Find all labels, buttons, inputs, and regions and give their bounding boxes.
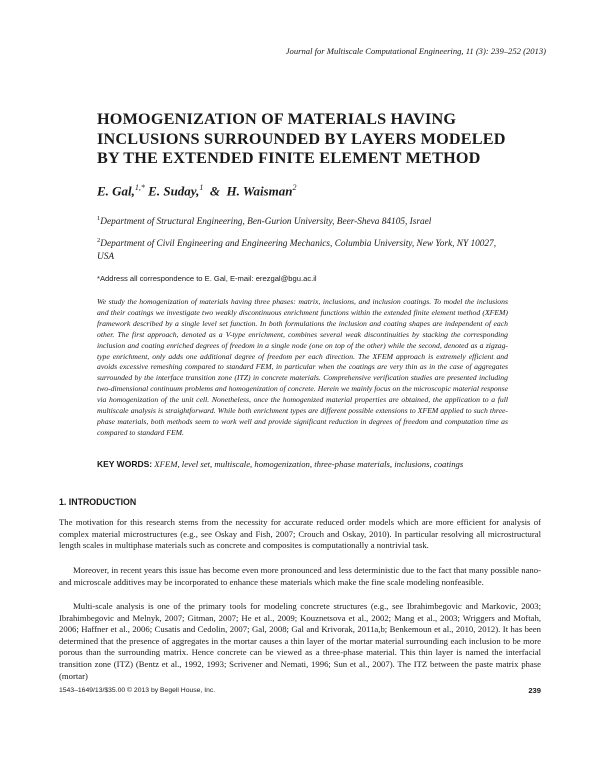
author-2-affil: 1 bbox=[199, 183, 204, 192]
title-line-2: INCLUSIONS SURROUNDED BY LAYERS MODELED bbox=[97, 129, 506, 148]
affiliation-2-text: Department of Civil Engineering and Engineering Mechanics, Columbia University, New York, NY 10027, USA bbox=[97, 239, 497, 263]
author-2: E. Suday, bbox=[148, 183, 200, 199]
author-3-affil: 2 bbox=[292, 183, 297, 192]
keywords-text: XFEM, level set, multiscale, homogenization, three-phase materials, inclusions, coatings bbox=[152, 459, 464, 469]
paragraph-1: The motivation for this research stems from the necessity for accurate reduced order models which are more efficient for analysis of complex material microstructures (e.g., see Oskay and Fish, 2007; Crouch and Oskay, 2010). In particular resolving all microstructural length scales in multiphase materials such as concrete and composites is computationally a nontrivial task. bbox=[59, 517, 541, 551]
keywords-label: KEY WORDS: bbox=[97, 459, 153, 469]
paper-title bbox=[97, 110, 517, 169]
affiliation-2 bbox=[97, 234, 507, 264]
author-list bbox=[97, 183, 296, 199]
correspondence-note: *Address all correspondence to E. Gal, E-mail: erezgal@bgu.ac.il bbox=[97, 274, 317, 283]
affiliation-1 bbox=[97, 212, 507, 229]
title-line-1: HOMOGENIZATION OF MATERIALS HAVING bbox=[97, 110, 457, 128]
journal-name: Journal for Multiscale Computational Engineering bbox=[285, 46, 462, 56]
author-1-affil: 1,* bbox=[134, 183, 145, 192]
journal-header bbox=[286, 46, 546, 56]
abstract: We study the homogenization of materials having three phases: matrix, inclusions, and inclusion coatings. To model the inclusions and their coatings we investigate two weakly discontinuous enrichment functions within the extended finite element method (XFEM) framework described by a single level set function. In both formulations the inclusion and coating shapes are independent of each other. The first approach, denoted as a V-type enrichment, combines several weak discontinuities by stacking the corresponding inclusion and coating enriched degrees of freedom in a single node (one on top of the other) while the second, denoted as a zigzag-type enrichment, only adds one additional degree of freedom per each direction. The XFEM approach is extremely efficient and avoids excessive remeshing compared to standard FEM, in particular when the coatings are very thin as in the case of aggregates surrounded by the interface transition zone (ITZ) in concrete materials. Comprehensive verification studies are presented including two-dimensional continuum problems and homogenization of concrete. Herein we mainly focus on the microscopic material response via homogenization of the unit cell. Nonetheless, once the homogenized material properties are obtained, the application to a full multiscale analysis is straightforward. While both enrichment types are different possible extensions to XFEM applied to such three-phase materials, both methods seem to work well and provide significant reduction in degrees of freedom and computation time as compared to standard FEM. bbox=[97, 297, 508, 437]
author-3: H. Waisman bbox=[226, 183, 293, 199]
paragraph-3: Multi-scale analysis is one of the primary tools for modeling concrete structures (e.g., see Ibrahimbegovic and Markovic, 2003; Ibrahimbegovic and Melnyk, 2007; Gitman, 2007; He et al., 2009; Kouznetsova et al., 2002; Mang et al., 2003; Wriggers and Moftah, 2006; Haffner et al., 2006; Cusatis and Cedolin, 2007; Gal, 2008; Gal and Krivorak, 2011a,b; Benkemoun et al., 2010, 2012). It has been determined that the presence of aggregates in the mortar causes a thin layer of the mortar material surrounding each inclusion to be more porous than the surrounding matrix. Hence concrete can be viewed as a three-phase material. This thin layer is named the interfacial transition zone (ITZ) (Bentz et al., 1992, 1993; Scrivener and Nemati, 1996; Sun et al., 2007). The ITZ between the paste matrix phase (mortar) bbox=[59, 601, 541, 681]
affiliation-1-number: 1 bbox=[97, 215, 101, 222]
affiliation-1-text: Department of Structural Engineering, Ben-Gurion University, Beer-Sheva 84105, Israel bbox=[100, 217, 432, 228]
paragraph-2: Moreover, in recent years this issue has become even more pronounced and less deterministic due to the fact that many possible nano- and microscale additives may be incorporated to enhance these materials which make the fine scale modeling nonfeasible. bbox=[59, 565, 541, 587]
author-1: E. Gal, bbox=[97, 183, 135, 199]
section-heading: 1. INTRODUCTION bbox=[59, 497, 137, 507]
footer-copyright: 1543–1649/13/$35.00 © 2013 by Begell House, Inc. bbox=[59, 687, 216, 694]
page-number: 239 bbox=[528, 686, 541, 695]
author-separator: & bbox=[209, 183, 220, 199]
keywords bbox=[97, 459, 517, 469]
journal-citation: , 11 (3): 239–252 (2013) bbox=[461, 46, 546, 56]
affiliation-2-number: 2 bbox=[97, 237, 101, 244]
title-line-3: BY THE EXTENDED FINITE ELEMENT METHOD bbox=[97, 149, 481, 167]
